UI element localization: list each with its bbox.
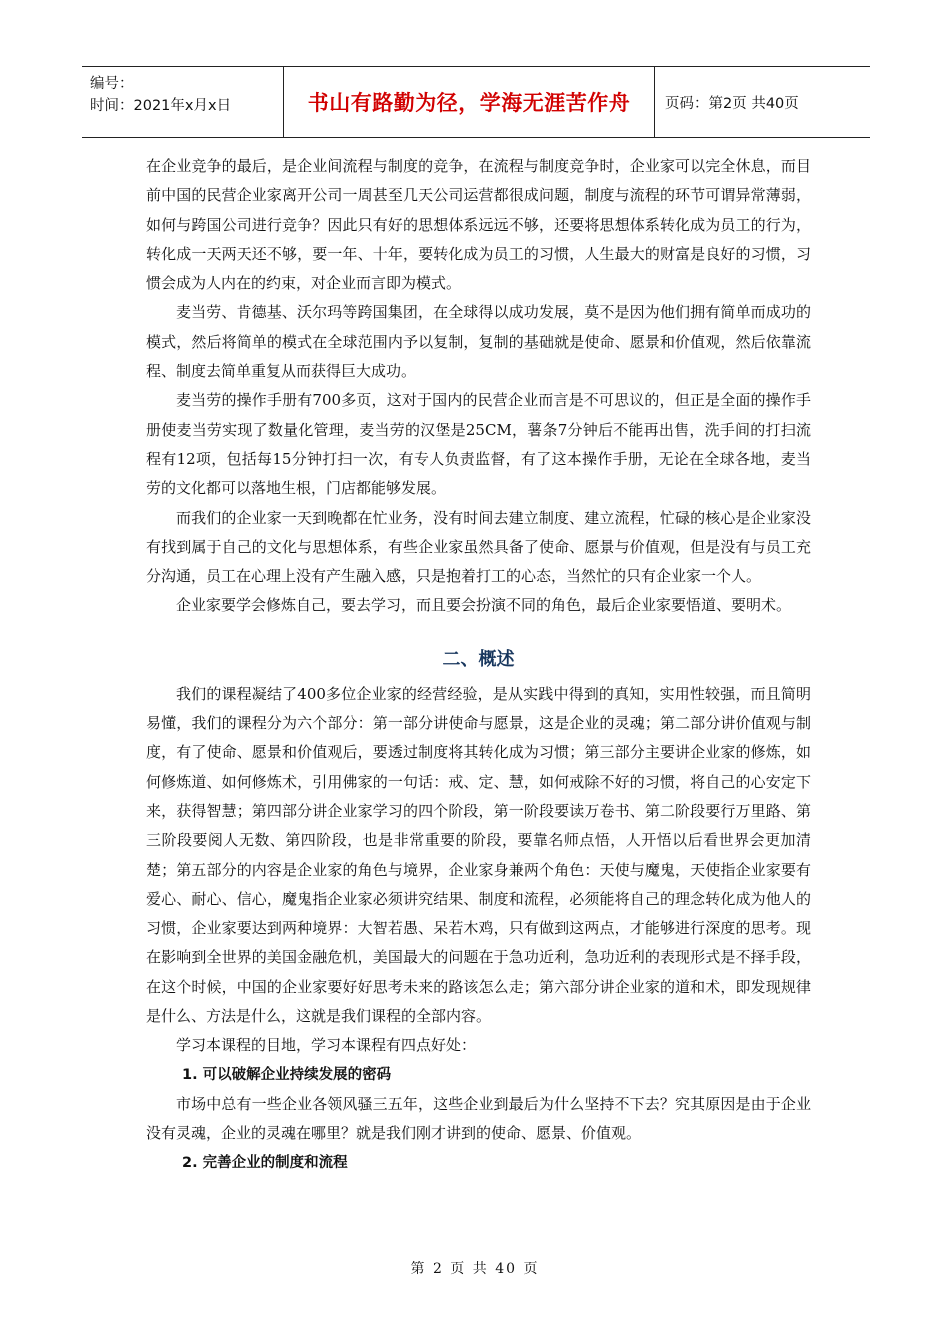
section-title: 二、概述 <box>442 648 515 670</box>
document-body <box>146 152 811 1178</box>
paragraph: 学习本课程的目地，学习本课程有四点好处： <box>176 1036 477 1055</box>
header-motto: 书山有路勤为径，学海无涯苦作舟 <box>283 67 655 137</box>
paragraph: 我们的课程凝结了400多位企业家的经营经验，是从实践中得到的真知，实用性较强，而且简明易懂，我们的课程分为六个部分：第一部分讲使命与愿景，这是企业的灵魂；第二部分讲价值观与制度，有了使命、愿景和价值观后，要透过制度将其转化成为习惯；第三部分主要讲企业家的修炼，如何修炼道、如何修炼术，引用佛家的一句话：戒、定、慧，如何戒除不好的习惯，将自己的心安定下来，获得智慧；第四部分讲企业家学习的四个阶段，第一阶段要读万卷书、第二阶段要行万里路、第三阶段要阅人无数、第四阶段，也是非常重要的阶段，要靠名师点悟，人开悟以后看世界会更加清楚；第五部分的内容是企业家的角色与境界，企业家身兼两个角色：天使与魔鬼，天使指企业家要有爱心、耐心、信心，魔鬼指企业家必须讲究结果、制度和流程，必须能将自己的理念转化成为他人的习惯，企业家要达到两种境界：大智若愚、呆若木鸡，只有做到这两点，才能够进行深度的思考。现在影响到全世界的美国金融危机，美国最大的问题在于急功近利，急功近利的表现形式是不择手段，在这个时候，中国的企业家要好好思考未来的路该怎么走；第六部分讲企业家的道和术，即发现规律是什么、方法是什么，这就是我们课程的全部内容。 <box>146 684 811 1026</box>
number-label: 编号： <box>90 76 134 92</box>
paragraph: 在企业竞争的最后，是企业间流程与制度的竞争，在流程与制度竞争时，企业家可以完全休息，而目前中国的民营企业家离开公司一周甚至几天公司运营都很成问题，制度与流程的环节可谓异常薄弱，如何与跨国公司进行竞争？因此只有好的思想体系远远不够，还要将思想体系转化成为员工的行为，转化成一天两天还不够，要一年、十年，要转化成为员工的习惯，人生最大的财富是良好的习惯，习惯会成为人内在的约束，对企业而言即为模式。 <box>146 157 811 293</box>
paragraph: 而我们的企业家一天到晚都在忙业务，没有时间去建立制度、建立流程，忙碌的核心是企业家没有找到属于自己的文化与思想体系，有些企业家虽然具备了使命、愿景与价值观，但是没有与员工充分沟通，员工在心理上没有产生融入感，只是抱着打工的心态，当然忙的只有企业家一个人。 <box>146 508 811 586</box>
paragraph: 市场中总有一些企业各领风骚三五年，这些企业到最后为什么坚持不下去？究其原因是由于企业没有灵魂，企业的灵魂在哪里？就是我们刚才讲到的使命、愿景、价值观。 <box>146 1094 811 1143</box>
paragraph: 麦当劳、肯德基、沃尔玛等跨国集团，在全球得以成功发展，莫不是因为他们拥有简单而成功的模式，然后将简单的模式在全球范围内予以复制，复制的基础就是使命、愿景和价值观，然后依靠流程、制度去简单重复从而获得巨大成功。 <box>146 303 811 381</box>
header-meta <box>82 67 283 137</box>
header-page-info: 页码：第2页 共40页 <box>665 95 799 112</box>
paragraph: 企业家要学会修炼自己，要去学习，而且要会扮演不同的角色，最后企业家要悟道、要明术。 <box>176 596 792 615</box>
subheading: 1. 可以破解企业持续发展的密码 <box>182 1066 392 1083</box>
page-header <box>82 66 870 138</box>
time-label: 时间：2021年x月x日 <box>90 98 232 114</box>
paragraph: 麦当劳的操作手册有700多页，这对于国内的民营企业而言是不可思议的，但正是全面的操作手册使麦当劳实现了数量化管理，麦当劳的汉堡是25CM，薯条7分钟后不能再出售，洗手间的打扫流程有12项，包括每15分钟打扫一次，有专人负责监督，有了这本操作手册，无论在全球各地，麦当劳的文化都可以落地生根，门店都能够发展。 <box>146 391 811 498</box>
page-footer: 第 2 页 共 40 页 <box>410 1261 540 1277</box>
subheading: 2. 完善企业的制度和流程 <box>182 1154 348 1171</box>
